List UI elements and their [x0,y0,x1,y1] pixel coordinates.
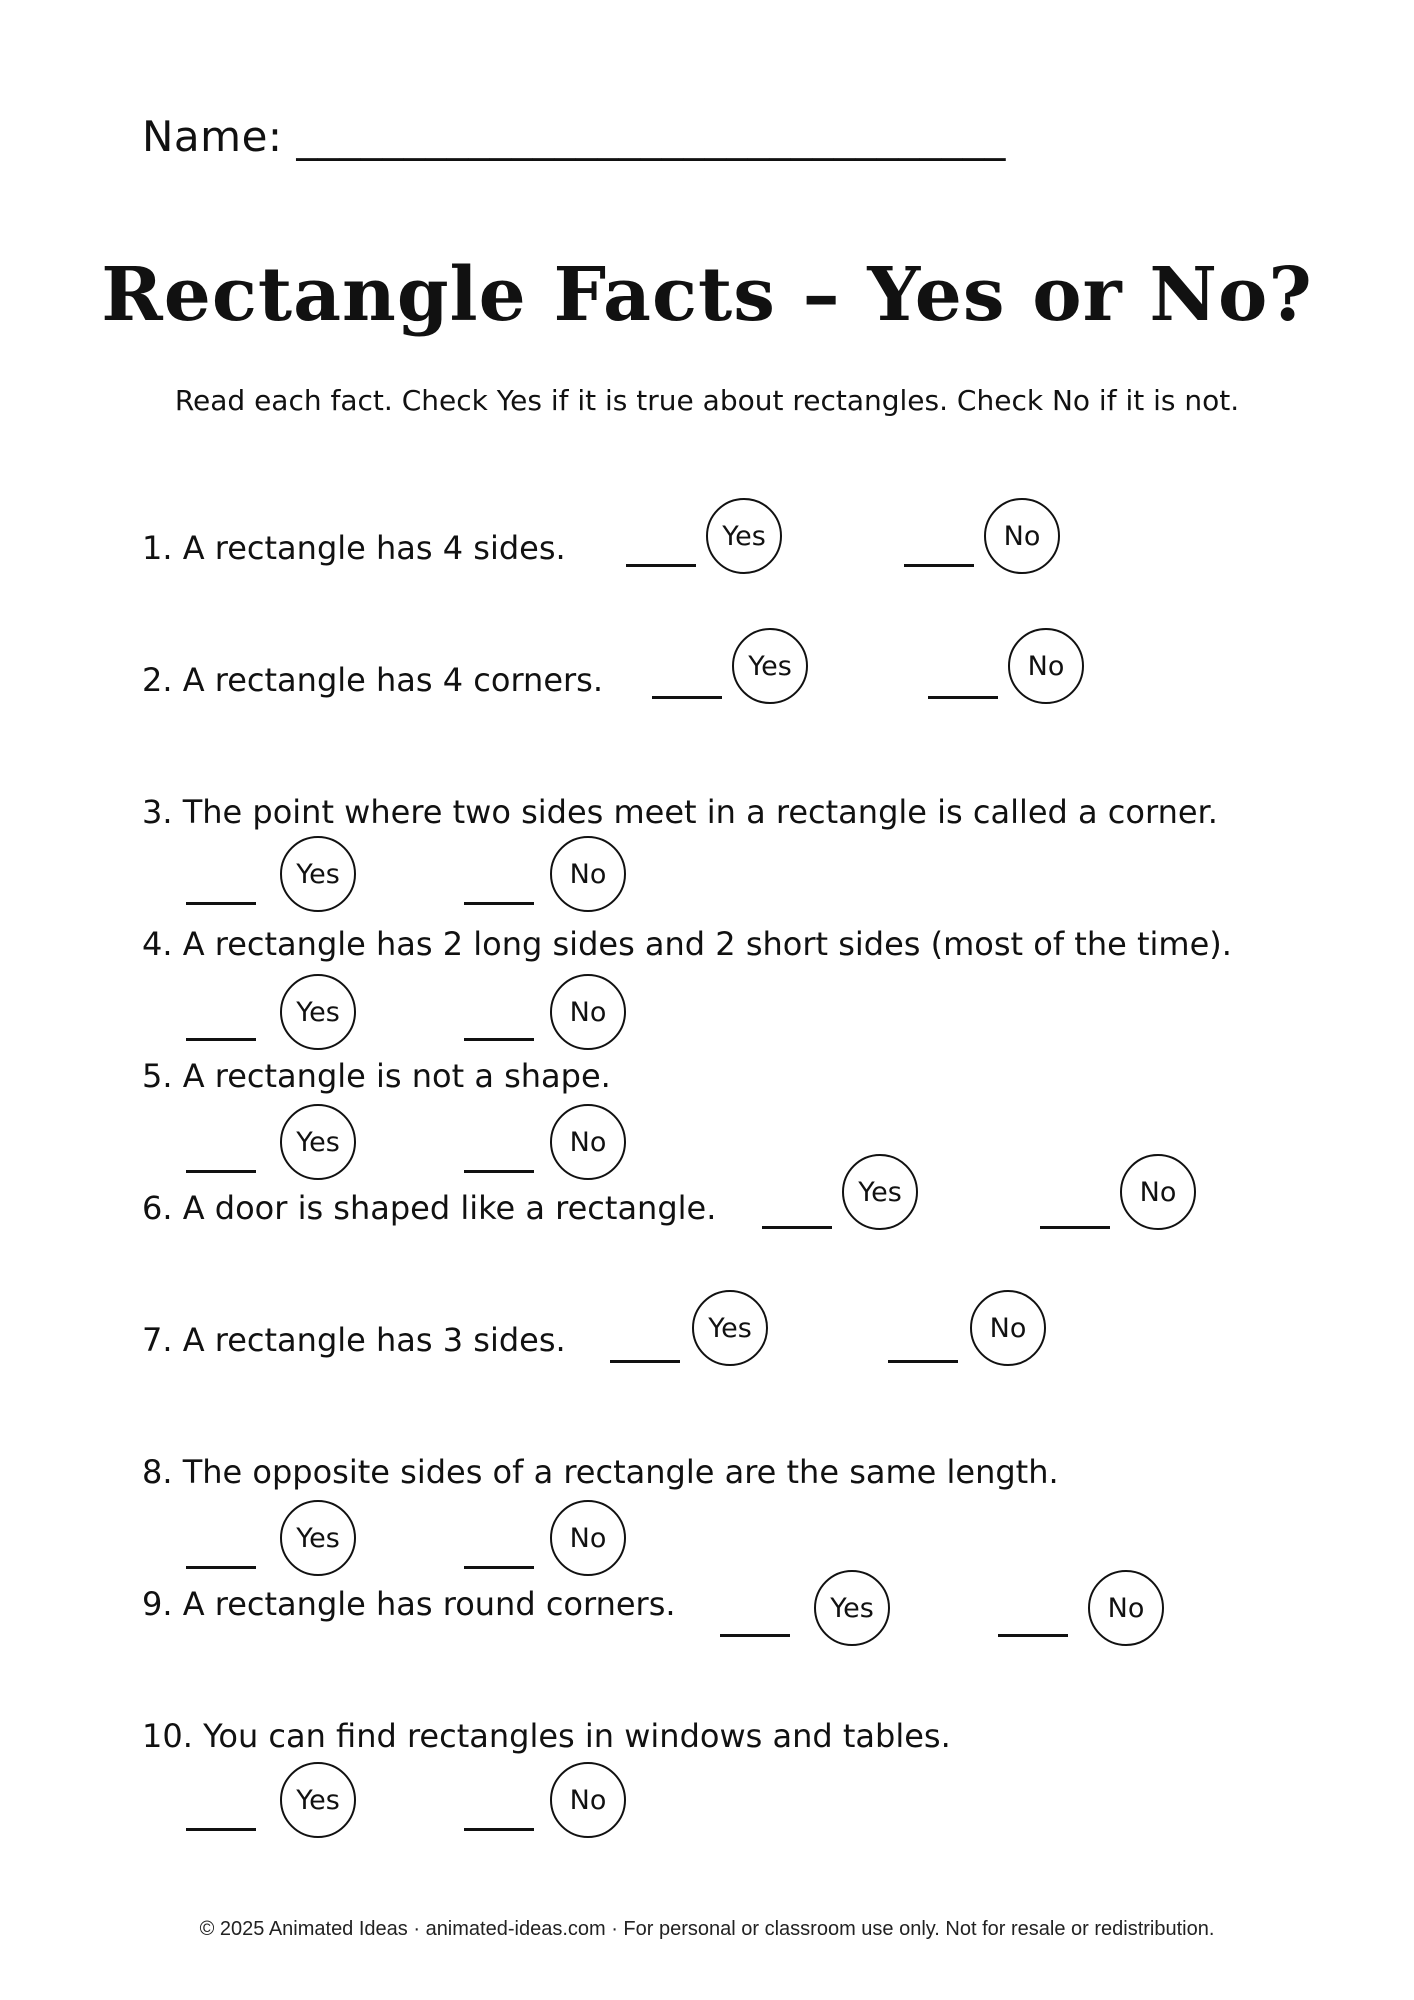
yes-answer-blank[interactable] [720,1634,790,1637]
no-option[interactable]: No [1008,628,1084,704]
yes-answer-blank[interactable] [626,564,696,567]
copyright-footer: © 2025 Animated Ideas · animated-ideas.com · For personal or classroom use only. Not for resale or redistribution. [199,1918,1215,1940]
no-answer-blank[interactable] [464,1566,534,1569]
yes-option[interactable]: Yes [842,1154,918,1230]
no-option[interactable]: No [550,1762,626,1838]
no-option[interactable]: No [550,974,626,1050]
no-option[interactable]: No [970,1290,1046,1366]
no-answer-blank[interactable] [998,1634,1068,1637]
question-text: 8. The opposite sides of a rectangle are the same length. [142,1453,1059,1491]
question-text: 10. You can find rectangles in windows and tables. [142,1717,951,1755]
yes-answer-blank[interactable] [762,1226,832,1229]
yes-option[interactable]: Yes [692,1290,768,1366]
question-text: 7. A rectangle has 3 sides. [142,1321,566,1359]
no-answer-blank[interactable] [464,1170,534,1173]
question-text: 9. A rectangle has round corners. [142,1585,676,1623]
yes-answer-blank[interactable] [186,1038,256,1041]
no-option[interactable]: No [1120,1154,1196,1230]
yes-answer-blank[interactable] [186,1566,256,1569]
yes-option[interactable]: Yes [280,974,356,1050]
question-text: 1. A rectangle has 4 sides. [142,529,566,567]
yes-option[interactable]: Yes [280,836,356,912]
yes-answer-blank[interactable] [610,1360,680,1363]
no-option[interactable]: No [1088,1570,1164,1646]
question-text: 5. A rectangle is not a shape. [142,1057,611,1095]
question-text: 6. A door is shaped like a rectangle. [142,1189,717,1227]
name-field[interactable]: Name: _________________________________ [142,112,1006,161]
yes-option[interactable]: Yes [732,628,808,704]
no-answer-blank[interactable] [464,1828,534,1831]
page-title: Rectangle Facts – Yes or No? [101,252,1313,338]
yes-answer-blank[interactable] [186,902,256,905]
no-option[interactable]: No [984,498,1060,574]
no-option[interactable]: No [550,1104,626,1180]
question-text: 2. A rectangle has 4 corners. [142,661,603,699]
yes-option[interactable]: Yes [814,1570,890,1646]
no-option[interactable]: No [550,836,626,912]
no-answer-blank[interactable] [464,902,534,905]
no-answer-blank[interactable] [888,1360,958,1363]
no-answer-blank[interactable] [928,696,998,699]
yes-answer-blank[interactable] [186,1170,256,1173]
yes-option[interactable]: Yes [280,1500,356,1576]
no-answer-blank[interactable] [464,1038,534,1041]
no-answer-blank[interactable] [904,564,974,567]
instructions: Read each fact. Check Yes if it is true about rectangles. Check No if it is not. [174,384,1240,417]
yes-option[interactable]: Yes [280,1762,356,1838]
no-option[interactable]: No [550,1500,626,1576]
yes-option[interactable]: Yes [280,1104,356,1180]
yes-answer-blank[interactable] [652,696,722,699]
no-answer-blank[interactable] [1040,1226,1110,1229]
question-text: 4. A rectangle has 2 long sides and 2 short sides (most of the time). [142,925,1232,963]
yes-answer-blank[interactable] [186,1828,256,1831]
question-text: 3. The point where two sides meet in a rectangle is called a corner. [142,793,1218,831]
yes-option[interactable]: Yes [706,498,782,574]
